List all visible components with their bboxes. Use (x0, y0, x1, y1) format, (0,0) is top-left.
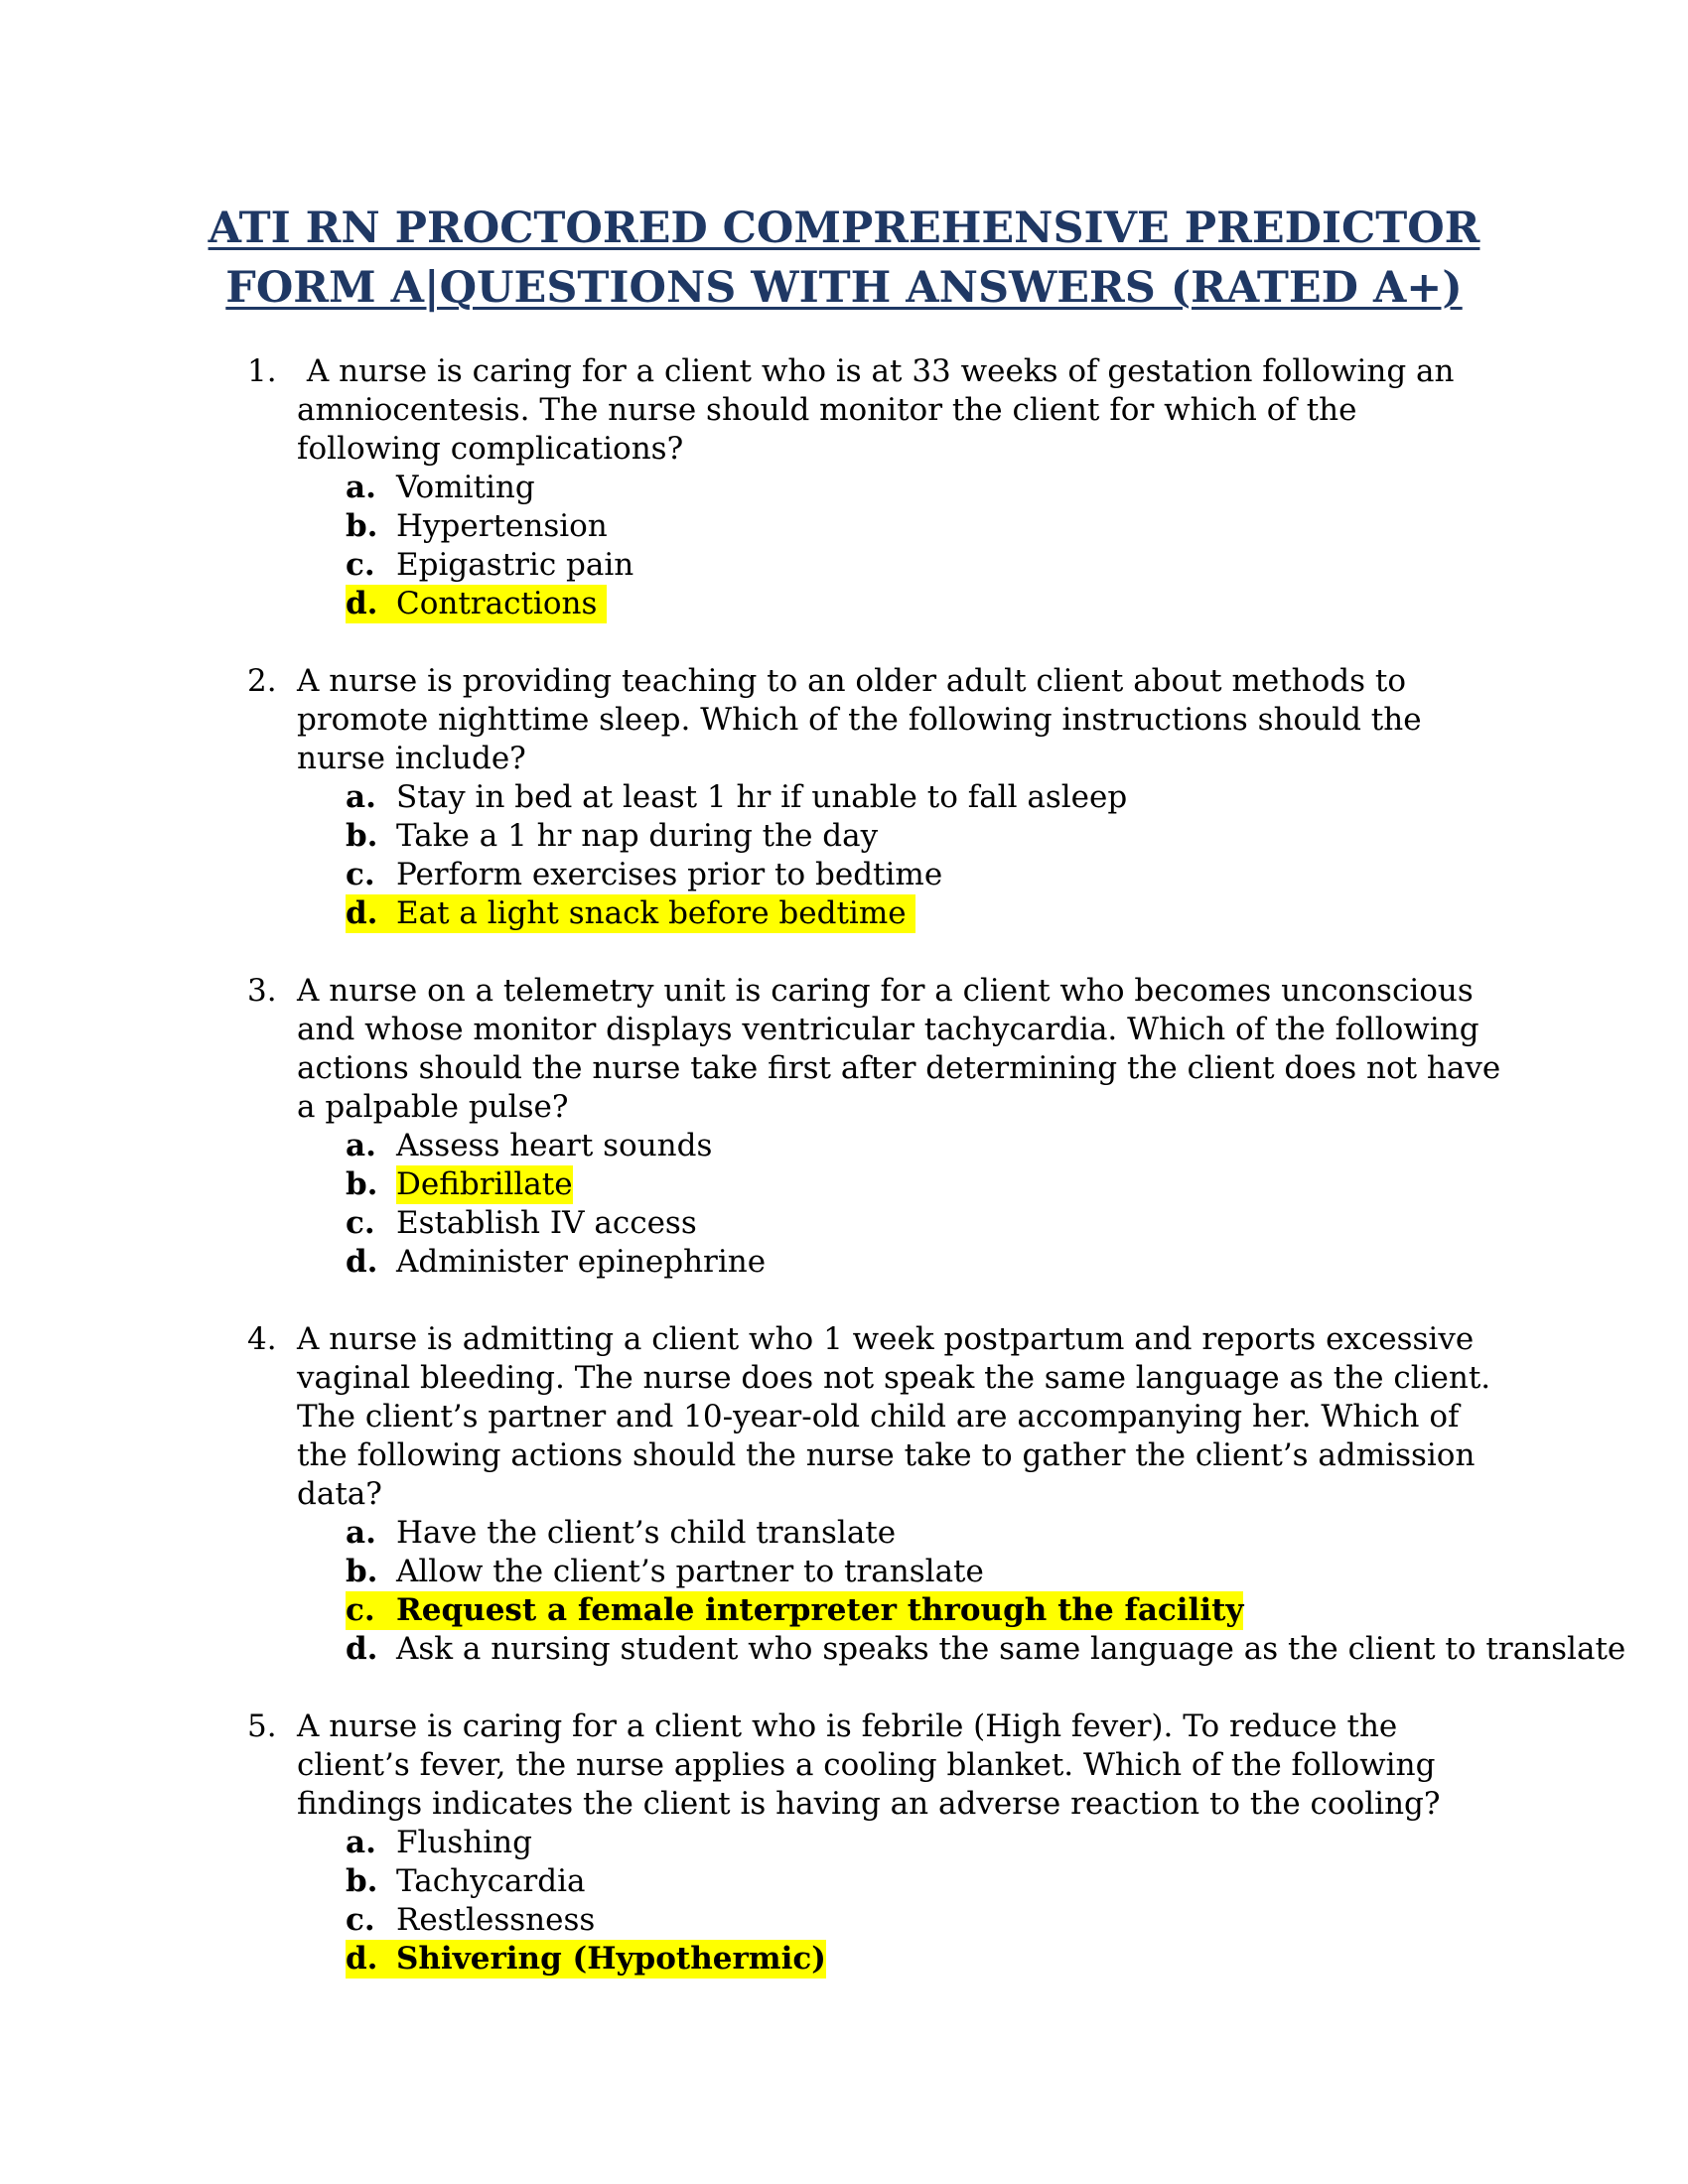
option-letter: d. (346, 894, 401, 933)
option-letter: d. (346, 1940, 401, 1979)
correct-answer-option (0, 1591, 1688, 1630)
option-letter: b. (346, 1863, 378, 1899)
option-text: Ask a nursing student who speaks the same language as the client to translate (396, 1631, 1626, 1667)
question-list (0, 352, 1688, 2017)
answer-options (0, 778, 1688, 933)
option-text: Defibrillate (396, 1166, 573, 1202)
answer-option (0, 817, 1688, 856)
answer-option (0, 1901, 1688, 1940)
question-item (0, 352, 1688, 623)
answer-options (0, 469, 1688, 623)
option-text: Take a 1 hr nap during the day (396, 818, 879, 854)
question-item (0, 1707, 1688, 1979)
option-text: Flushing (396, 1825, 532, 1860)
answer-option (0, 469, 1688, 507)
question-text: A nurse on a telemetry unit is caring for a client who becomes unconscious and whose monitor displays ventricular tachycardia. Which of the following actions should the nurse take first after determining the client does not have a palpable pulse? (297, 973, 1511, 1125)
correct-answer-option (0, 585, 1688, 623)
option-text: Perform exercises prior to bedtime (396, 857, 943, 892)
option-letter: c. (346, 547, 375, 583)
question-item (0, 1320, 1688, 1669)
option-text: Restlessness (396, 1902, 596, 1938)
question-text: A nurse is caring for a client who is at 33 weeks of gestation following an amniocentesis. The nurse should monitor the client for which of the following complications? (297, 353, 1465, 467)
document-title: ATI RN PROCTORED COMPREHENSIVE PREDICTOR FORM A|QUESTIONS WITH ANSWERS (RATED A+) (208, 204, 1480, 313)
option-text: Tachycardia (396, 1863, 586, 1899)
option-text: Epigastric pain (396, 547, 634, 583)
question-number: 5. (247, 1708, 277, 1744)
question-item (0, 662, 1688, 933)
option-letter: a. (346, 470, 376, 505)
question-number: 1. (247, 353, 277, 389)
answer-option (0, 546, 1688, 585)
answer-options (0, 1824, 1688, 1979)
option-letter: a. (346, 1515, 376, 1551)
option-letter: c. (346, 1902, 375, 1938)
option-text: Administer epinephrine (396, 1244, 767, 1280)
option-text: Establish IV access (396, 1205, 697, 1241)
option-text: Request a female interpreter through the facility (396, 1592, 1244, 1628)
option-letter: b. (346, 1166, 378, 1202)
option-letter: a. (346, 779, 376, 815)
question-text: A nurse is providing teaching to an older adult client about methods to promote nighttime sleep. Which of the following instructions should the nurse include? (297, 663, 1432, 776)
option-text: Assess heart sounds (396, 1128, 713, 1163)
answer-option (0, 1514, 1688, 1553)
question-number: 2. (247, 663, 277, 699)
option-letter: d. (346, 1631, 378, 1667)
question-number: 4. (247, 1321, 277, 1357)
correct-answer-option (0, 1165, 1688, 1204)
question-number: 3. (247, 973, 277, 1009)
answer-option (0, 1824, 1688, 1862)
answer-options (0, 1127, 1688, 1282)
answer-option (0, 1127, 1688, 1165)
question-item (0, 972, 1688, 1282)
option-letter: c. (346, 857, 375, 892)
option-letter: b. (346, 1554, 378, 1589)
option-text: Shivering (Hypothermic) (396, 1941, 826, 1977)
question-text: A nurse is admitting a client who 1 week postpartum and reports excessive vaginal bleeding. The nurse does not speak the same language as the client. The client’s partner and 10-year-old child are accompanying her. Which of the following actions should the nurse take to gather the client’s admission data? (297, 1321, 1501, 1512)
answer-option (0, 778, 1688, 817)
answer-option (0, 1862, 1688, 1901)
option-text: Contractions (396, 586, 608, 621)
option-text: Vomiting (396, 470, 535, 505)
option-text: Hypertension (396, 508, 608, 544)
question-text: A nurse is caring for a client who is febrile (High fever). To reduce the client’s fever, the nurse applies a cooling blanket. Which of the following findings indicates the client is having an adverse reaction to the cooling? (297, 1708, 1446, 1822)
option-letter: a. (346, 1128, 376, 1163)
option-letter: c. (346, 1205, 375, 1241)
option-letter: d. (346, 1244, 378, 1280)
option-text: Allow the client’s partner to translate (396, 1554, 984, 1589)
answer-options (0, 1514, 1688, 1669)
option-letter: d. (346, 585, 401, 623)
correct-answer-option (0, 1940, 1688, 1979)
option-text: Eat a light snack before bedtime (396, 895, 916, 931)
option-letter: b. (346, 818, 378, 854)
answer-option (0, 507, 1688, 546)
option-letter: c. (346, 1591, 399, 1630)
option-letter: a. (346, 1825, 376, 1860)
option-letter: b. (346, 508, 378, 544)
answer-option (0, 1553, 1688, 1591)
option-text: Have the client’s child translate (396, 1515, 897, 1551)
answer-option (0, 1630, 1688, 1669)
correct-answer-option (0, 894, 1688, 933)
answer-option (0, 1204, 1688, 1243)
option-text: Stay in bed at least 1 hr if unable to fall asleep (396, 779, 1128, 815)
answer-option (0, 856, 1688, 894)
answer-option (0, 1243, 1688, 1282)
